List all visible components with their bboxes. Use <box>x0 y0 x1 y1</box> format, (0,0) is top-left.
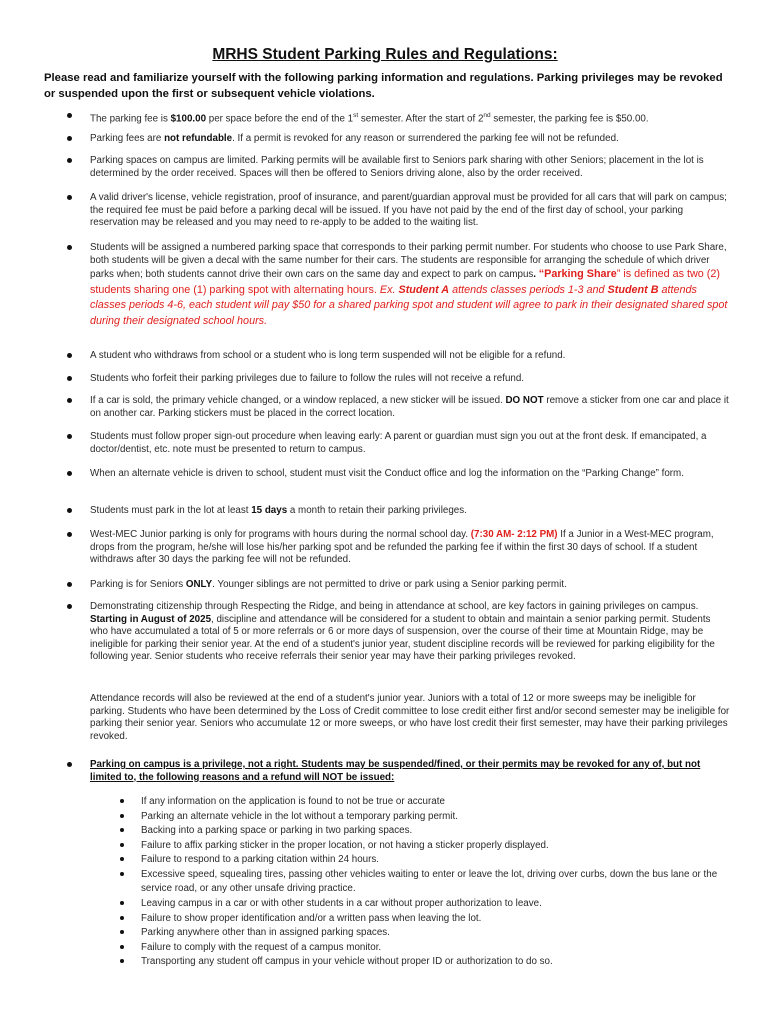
rule-west-mec <box>90 529 730 567</box>
bullet-icon <box>120 843 124 847</box>
bullet-icon <box>67 398 72 403</box>
text: Parking is for Seniors <box>90 579 186 590</box>
text: remove a sticker from one car and place it on another car. Parking stickers must be placed in the correct location. <box>90 395 729 419</box>
bullet-icon <box>67 508 72 513</box>
text: . Younger siblings are not permitted to drive or park using a Senior parking permit. <box>212 579 567 590</box>
bullet-icon <box>67 762 72 767</box>
intro-paragraph: Please read and familiarize yourself with the following parking information and regulations. Parking privileges may be revoked or suspended upon the first or subsequent vehicle violations. <box>44 72 723 100</box>
rule-seniors-only <box>90 579 730 592</box>
emphasis: Starting in August of 2025 <box>90 613 212 625</box>
text: Parking fees are <box>90 133 165 144</box>
red-text: attends classes periods 4-6, each student will pay $50 for a shared parking spot and student will agree to park in their designated shared spot during their designated school hours. <box>90 283 728 327</box>
bullet-icon <box>120 959 124 963</box>
fee-amount: $100.00 <box>170 113 207 125</box>
bullet-icon <box>120 945 124 949</box>
rule-alternate-vehicle: When an alternate vehicle is driven to school, student must visit the Conduct office and log the information on the “Parking Change” form. <box>90 468 684 479</box>
attendance-paragraph: Attendance records will also be reviewed at the end of a student's junior year. Juniors with a total of 12 or more sweeps may be ineligible for parking. Students who have been determined by the Loss of Credit committee to lose credit either first and/or second semester may be ineligible for parking their senior year. Seniors who accumulate 12 or more sweeps, or who have lost credit their first semester, may have their parking privileges revoked. <box>90 693 730 742</box>
rule-license: A valid driver's license, vehicle registration, proof of insurance, and parent/guardian approval must be provided for all cars that will park on campus; the required fee must be paid before a parking decal will be issued. If you have not paid by the end of the first day of school, your parking reservation may be released and you may need to re-apply to be added to the waiting list. <box>90 192 727 229</box>
bullet-icon <box>67 376 72 381</box>
rule-fifteen-days <box>90 505 730 518</box>
bullet-icon <box>67 353 72 358</box>
red-hours: (7:30 AM- 2:12 PM) <box>470 529 558 540</box>
superscript: nd <box>483 112 491 119</box>
emphasis: 15 days <box>251 505 288 516</box>
text: Students must park in the lot at least <box>90 505 252 516</box>
bullet-icon <box>67 604 72 609</box>
bullet-icon <box>120 814 124 818</box>
bullet-icon <box>120 930 124 934</box>
bullet-icon <box>67 158 72 163</box>
text: The parking fee is <box>90 113 171 125</box>
text: . If a permit is revoked for any reason or surrendered the parking fee will not be refunded. <box>232 133 619 144</box>
red-text: Student B <box>607 283 659 296</box>
reason-item: Failure to show proper identification and/or a written pass when leaving the lot. <box>141 913 482 924</box>
text: , discipline and attendance will be considered for a student to obtain and maintain a senior parking permit. Students who have accumulated a total of 5 or more referrals or 6 or more days of suspension, over the course of their time at Mountain Ridge, may be ineligible for parking their senior year. At the end of a student's junior year, student discipline records will be reviewed for parking eligibility for the following year. Senior students who receive referrals their senior year may have their parking privileges revoked. <box>90 613 715 663</box>
rule-forfeit: Students who forfeit their parking privileges due to failure to follow the rules will not receive a refund. <box>90 373 525 384</box>
bullet-icon <box>120 872 124 876</box>
bullet-icon <box>120 857 124 861</box>
reason-item: Failure to affix parking sticker in the proper location, or not having a sticker properly displayed. <box>141 840 549 851</box>
emphasis: DO NOT <box>505 395 544 406</box>
text: If a car is sold, the primary vehicle changed, or a window replaced, a new sticker will be issued. <box>90 395 506 406</box>
bullet-icon <box>120 799 124 803</box>
reason-item: If any information on the application is found to not be true or accurate <box>141 796 445 807</box>
rule-privilege: Parking on campus is a privilege, not a right. Students may be suspended/fined, or their permits may be revoked for any of, but not limited to, the following reasons and a refund will NOT be issued: <box>90 759 701 783</box>
rule-citizenship <box>90 601 730 664</box>
emphasis: not refundable <box>164 133 233 144</box>
page-title: MRHS Student Parking Rules and Regulations: <box>212 46 558 63</box>
red-text: Ex. <box>379 283 399 296</box>
rule-sticker <box>90 395 730 420</box>
reason-item: Leaving campus in a car or with other students in a car without proper authorization to leave. <box>141 898 542 909</box>
rule-parking-share <box>90 242 730 329</box>
reason-item: Failure to comply with the request of a campus monitor. <box>141 942 382 953</box>
text: If a Junior in a West-MEC program, drops from the program, he/she will lose his/her parking spot and be refunded the parking fee if within the first 30 days of school. If a student withdraws after 30 days the parking fee will not be refunded. <box>90 529 714 566</box>
bullet-icon <box>67 582 72 587</box>
bullet-icon <box>67 195 72 200</box>
emphasis: ONLY <box>185 579 213 590</box>
red-text: Student A <box>398 283 450 296</box>
bullet-icon <box>67 532 72 537</box>
red-text: attends classes periods 1-3 and <box>449 283 608 296</box>
reason-item: Excessive speed, squealing tires, passing other vehicles waiting to enter or leave the lot, driving over curbs, down the bus lane or the service road, or any other unsafe driving practice. <box>141 869 718 895</box>
rule-fee <box>90 110 730 126</box>
rule-refund <box>90 133 730 146</box>
text: . <box>533 269 539 281</box>
bullet-icon <box>67 245 72 250</box>
reason-item: Failure to respond to a parking citation within 24 hours. <box>141 854 379 865</box>
text: Demonstrating citizenship through Respecting the Ridge, and being in attendance at school, are key factors in gaining privileges on campus. <box>90 601 699 612</box>
bullet-icon <box>120 828 124 832</box>
bullet-icon <box>67 136 72 141</box>
text: a month to retain their parking privileges. <box>287 505 467 516</box>
reason-item: Parking anywhere other than in assigned parking spaces. <box>141 927 390 938</box>
bullet-icon <box>120 901 124 905</box>
text: semester, the parking fee is $50.00. <box>490 113 649 125</box>
text: semester. After the start of 2 <box>358 113 484 125</box>
reason-item: Backing into a parking space or parking in two parking spaces. <box>141 825 413 836</box>
bullet-icon <box>67 434 72 439</box>
text: Students will be assigned a numbered parking space that corresponds to their parking permit number. For students who choose to use Park Share, both students will be given a decal with the same number for their cars. The students are responsible for arranging the schedule of which driver parks when; both students cannot drive their own cars on the same day and expect to park on campus <box>90 242 727 281</box>
rule-withdraw: A student who withdraws from school or a student who is long term suspended will not be eligible for a refund. <box>90 350 566 361</box>
reason-item: Transporting any student off campus in your vehicle without proper ID or authorization to do so. <box>141 956 553 967</box>
text: per space before the end of the 1 <box>206 113 354 125</box>
red-text: “Parking Share <box>538 268 617 281</box>
reason-item: Parking an alternate vehicle in the lot without a temporary parking permit. <box>141 811 458 822</box>
rule-signout: Students must follow proper sign-out procedure when leaving early: A parent or guardian must sign you out at the front desk. If emancipated, a doctor/dentist, etc. note must be presented to return to campus. <box>90 431 707 455</box>
red-text: ” is defined as two (2) students sharing one (1) parking spot with alternating hours. <box>90 268 720 296</box>
superscript: st <box>353 112 359 119</box>
rule-limited-spaces: Parking spaces on campus are limited. Parking permits will be available first to Seniors park sharing with other Seniors; placement in the lot is determined by the order received. Spaces will then be offered to Seniors driving alone, also by the order received. <box>90 155 704 179</box>
bullet-icon <box>120 916 124 920</box>
bullet-icon <box>67 471 72 476</box>
text: West-MEC Junior parking is only for programs with hours during the normal school day. <box>90 529 471 540</box>
bullet-icon <box>67 113 72 118</box>
